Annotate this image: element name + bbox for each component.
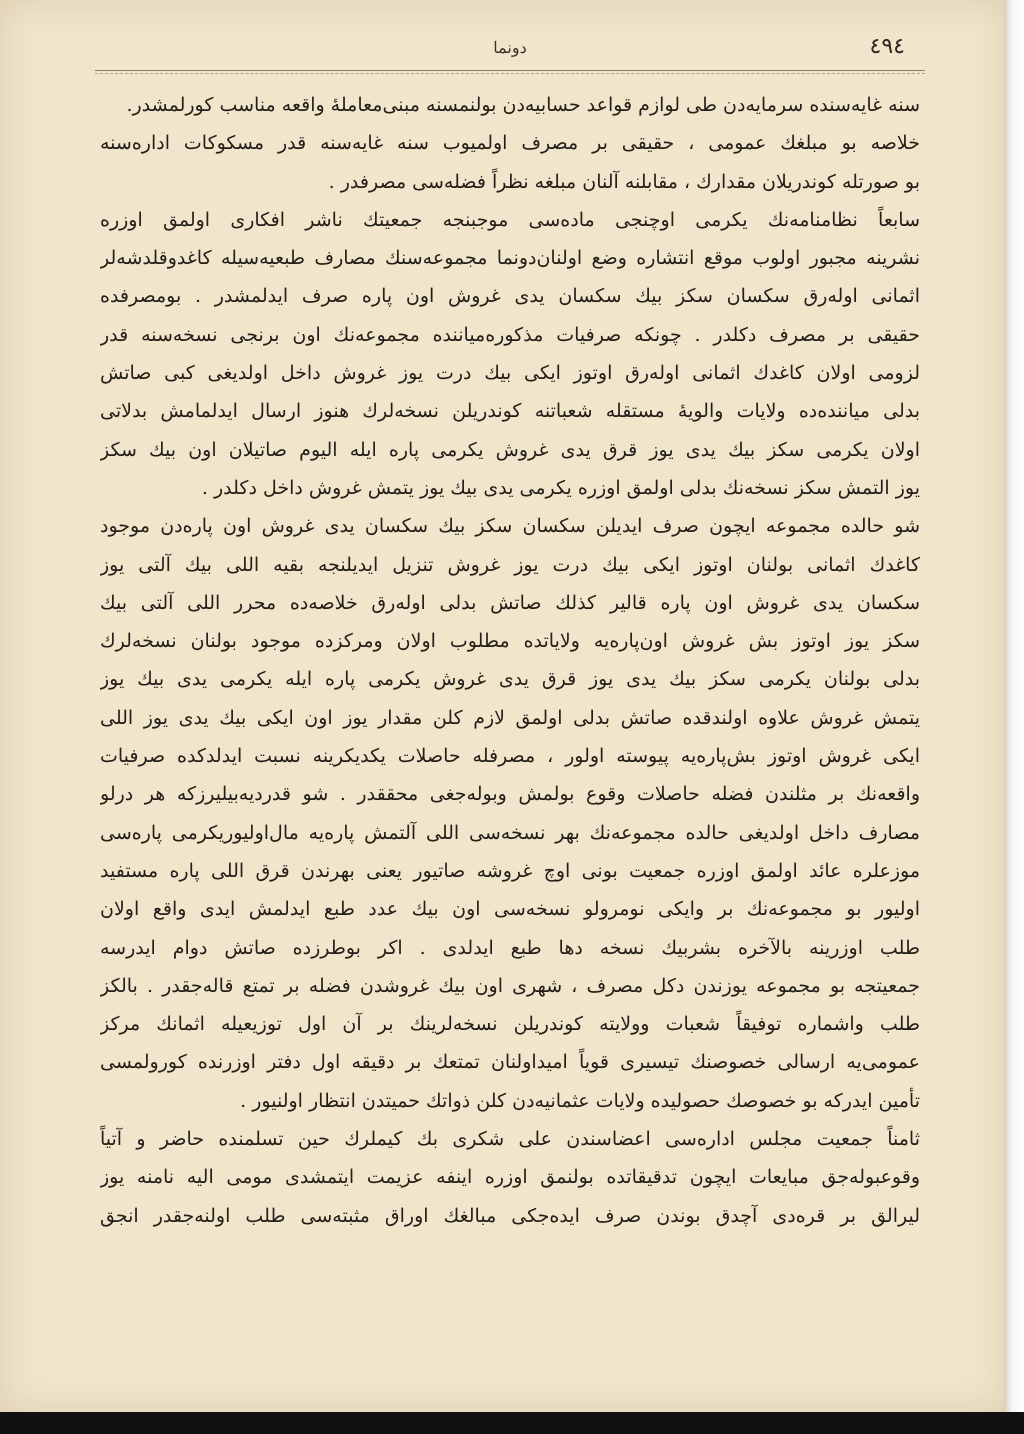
text-line: سکز یوز اوتوز بش غروش اون‌پاره‌یه ولایاتده مطلوب اولان ومرکزده موجود بولنان نسخه‌لرك xyxy=(100,630,920,653)
text-line: اولان یکرمی سکز بیك یدی یوز قرق یدی غروش یکرمی پاره ایله الیوم صاتیلان اون بیك سکز xyxy=(100,438,920,461)
scan-edge-right xyxy=(1004,0,1024,1434)
text-line: بو صورتله کوندریلان مقدارك ، مقابلنه آلنان مبلغه نظراً فضله‌سی مصرفدر . xyxy=(328,170,920,193)
text-line: واقعه‌نك بر مثلندن فضله حاصلات وقوع بولمش وبوله‌جغی محققدر . شو قدردیه‌بیلیرزکه هر درلو xyxy=(100,783,920,806)
text-line: سابعاً نظامنامه‌نك یکرمی اوچنجی ماده‌سی موجبنجه جمعیتك ناشر افکاری اولمق اوزره xyxy=(100,208,920,231)
text-line: یتمش غروش علاوه اولندقده صاتش بدلی اولمق لازم کلن مقدار یوز اون ایکی بیك یدی یوز اللی xyxy=(100,706,920,729)
text-line: عمومی‌یه ارسالی خصوصنك تیسیری قویاً امیداولنان تمتعك بر دقیقه اول دفتر اوزرنده کورولمسی xyxy=(100,1051,920,1074)
text-line: بدلی میاننده‌ده ولایات والویهٔ مستقله شعباتنه کوندریلن نسخه‌لرك هنوز ارسال ایدلمامش بدلاتی xyxy=(100,400,920,423)
body-text xyxy=(100,86,920,1235)
text-line: بدلی بولنان یکرمی سکز بیك یدی یوز قرق یدی غروش یکرمی پاره ایله یکرمی یدی بیك یوز xyxy=(100,668,920,691)
text-line: یوز التمش سکز نسخه‌نك بدلی اولمق اوزره یکرمی یدی بیك یوز یتمش غروش داخل دکلدر . xyxy=(201,476,920,499)
text-line: حقیقی بر مصرف دکلدر . چونکه صرفیات مذکوره‌میاننده مجموعه‌نك اون برنجی نسخه‌سنه قدر xyxy=(100,323,920,346)
text-line: سنه غایه‌سنده سرمایه‌دن طی لوازم قواعد حسابیه‌دن بولنمسنه مبنی‌معامله‌ٔ واقعه مناسب کورلمشدر. xyxy=(126,94,920,116)
page-header xyxy=(95,30,925,66)
text-line: جمعیتجه بو مجموعه یوزندن دکل مصرف ، شهری اون بیك غروشدن فضله بر تمتع قاله‌جقدر . بالکز xyxy=(100,974,920,997)
scan-edge-bottom xyxy=(0,1412,1024,1434)
text-line: تأمین ایدرکه بو خصوصك حصولیده ولایات عثمانیه‌دن کلن ذواتك حمیتدن انتظار اولنیور . xyxy=(240,1089,920,1112)
text-line: طلب واشماره توفیقاً شعبات وولایته کوندریلن نسخه‌لرینك بر آن اول توزیعیله اثمانك مرکز xyxy=(100,1013,920,1036)
text-line: کاغدك اثمانی بولنان اوتوز ایکی بیك درت یوز غروش تنزیل ایدیلنجه بقیه اللی بیك آلتی یوز xyxy=(100,553,920,576)
text-line: وقوعبوله‌جق مبایعات ایچون تدقیقاتده بولنمق اوزره اینفه عزیمت ایتمشدی مومی الیه نامنه یوز xyxy=(100,1166,920,1189)
text-line: اثمانی اوله‌رق سکسان سکز بیك سکسان یدی غروش اون پاره صرف ایدلمشدر . بومصرفده xyxy=(100,285,920,308)
text-line: طلب اوزرینه بالآخره بشربیك نسخه دها طبع ایدلدی . اکر بوطرزده صاتش دوام ایدرسه xyxy=(100,936,920,959)
page-number: ٤٩٤ xyxy=(869,34,905,59)
text-line: نشرینه مجبور اولوب موقع انتشاره وضع اولنان‌دونما مجموعه‌سنك مصارف طبعیه‌سیله کاغدوقلدشه‌لر xyxy=(100,247,920,270)
running-title: دونما xyxy=(493,38,527,57)
text-line: ثامناً جمعیت مجلس اداره‌سی اعضاسندن علی شکری بك کیملرك حین تسلمنده حاضر و آتیاً xyxy=(100,1128,920,1151)
text-line: سکسان یدی غروش اون پاره قالیر کذلك صاتش بدلی اوله‌رق خلاصه‌ده محرر اللی آلتی بیك xyxy=(100,591,920,614)
text-line: شو حالده مجموعه ایچون صرف ایدیلن سکسان سکز بیك سکسان یدی غروش اون پاره‌دن موجود xyxy=(100,515,920,538)
text-line: خلاصه بو مبلغك عمومی ، حقیقی بر مصرف اولمیوب سنه غایه‌سنه قدر مسکوکات اداره‌سنه xyxy=(100,132,920,155)
text-line: مصارف داخل اولدیغی حالده مجموعه‌نك بهر نسخه‌سی اللی آلتمش پاره‌یه مال‌اولیوریکرمی پاره‌سی xyxy=(100,821,920,844)
header-rule xyxy=(95,70,925,74)
text-line: لیرالق بر قره‌دی آچدق بوندن صرف ایده‌جکی مبالغك اوراق مثبته‌سی طلب اولنه‌جقدر انجق xyxy=(100,1204,920,1227)
text-line: ایکی غروش اوتوز بش‌پاره‌یه پیوسته اولور ، مصرفله حاصلات یکدیکرینه نسبت ایدلدکده صرفیات xyxy=(100,745,920,768)
text-line: موزعلره عائد اولمق اوزره جمعیت بونی اوچ غروشه صاتیور یعنی بهرندن قرق اللی پاره مستفید xyxy=(100,859,920,882)
text-line: اولیور بو مجموعه‌نك بر وایکی نومرولو نسخه‌سی اون بیك عدد طبع ایدلمش ایدی واقع اولان xyxy=(100,898,920,921)
text-line: لزومی اولان کاغدك اثمانی اوله‌رق اوتوز ایکی بیك درت یوز غروش داخل اولدیغی کبی صاتش xyxy=(100,362,920,385)
